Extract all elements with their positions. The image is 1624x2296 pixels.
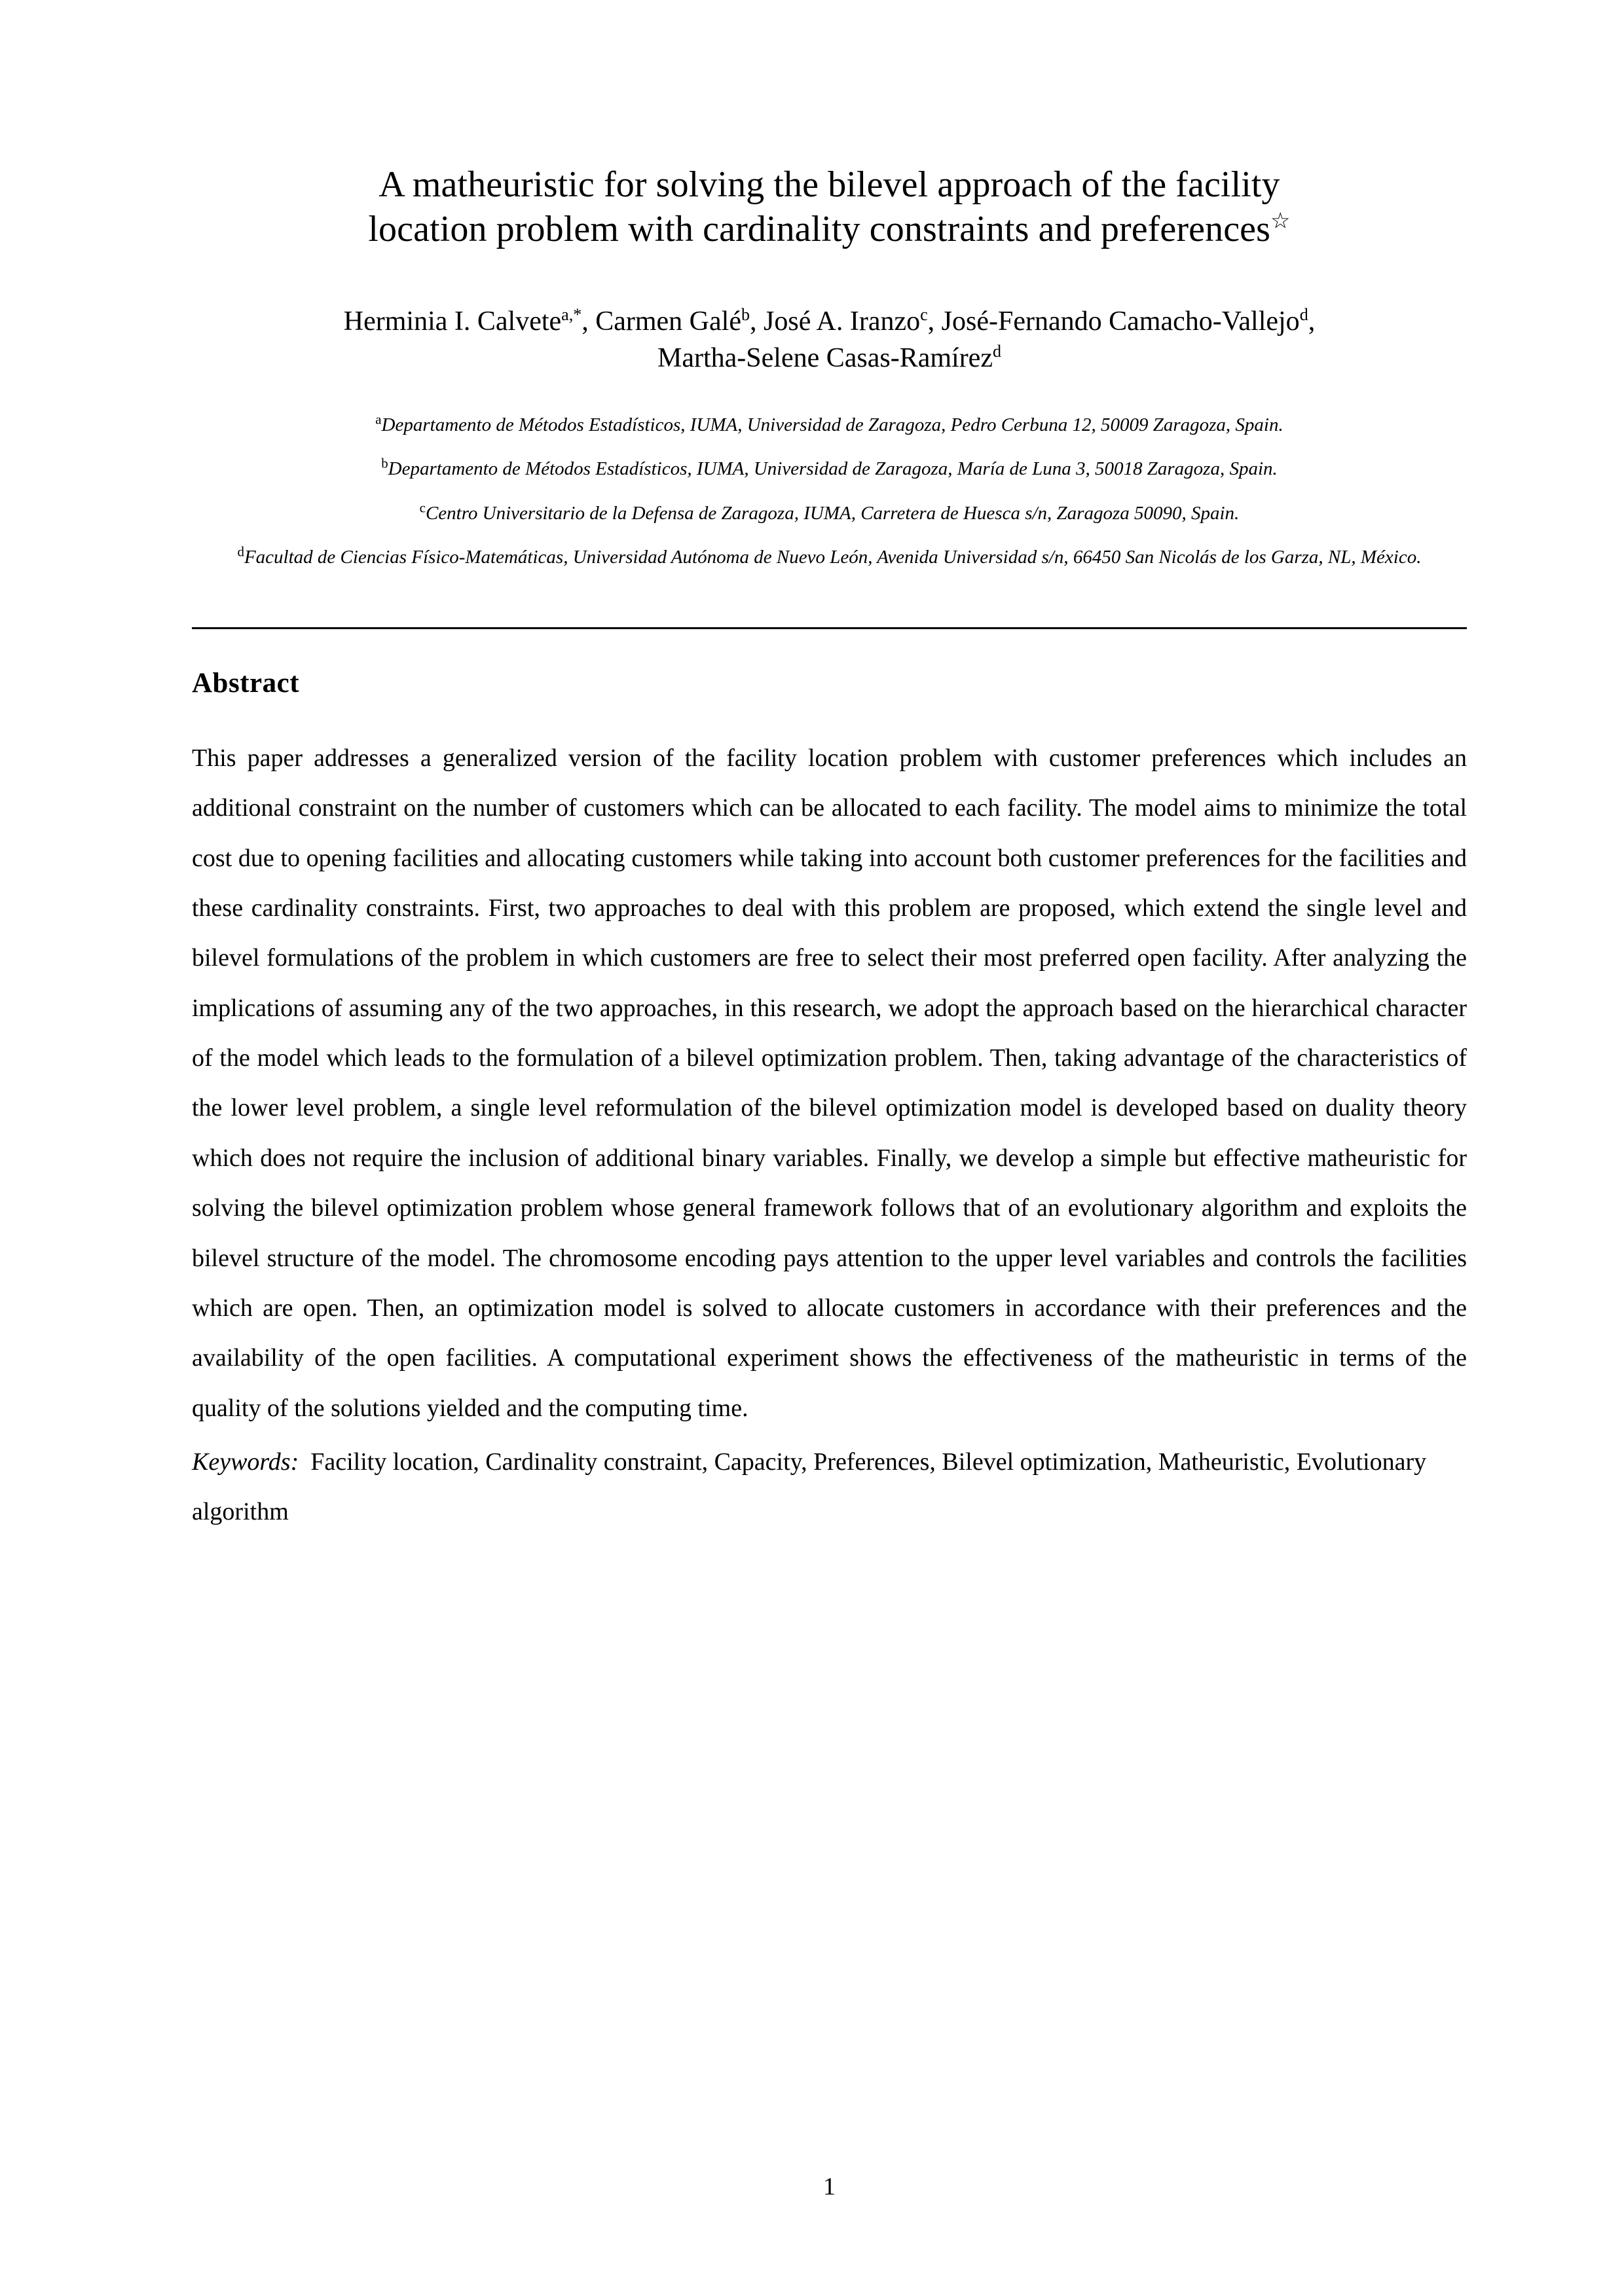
author-separator-3: , José-Fernando Camacho-Vallejo [927,306,1300,337]
author-iranzo-affiliation-marker: c [920,304,928,324]
author-calvete: Herminia I. Calvete [343,306,562,337]
page-number: 1 [823,2173,836,2200]
page-title [192,162,1467,252]
author-gale-affiliation-marker: b [741,304,750,324]
affiliation-d-marker: d [237,543,244,560]
author-separator-1: , Carmen Galé [581,306,741,337]
affiliation-a-text: Departamento de Métodos Estadísticos, IUMA, Universidad de Zaragoza, Pedro Cerbuna 12, 50009 Zaragoza, Spain. [381,414,1283,436]
author-casas-ramirez: Martha-Selene Casas-Ramírez [657,342,993,373]
keywords [192,1437,1467,1537]
affiliation-c-text: Centro Universitario de la Defensa de Zaragoza, IUMA, Carretera de Huesca s/n, Zaragoza 50090, Spain. [425,502,1240,524]
abstract-divider [192,627,1467,629]
paper-page [192,0,1467,2296]
author-calvete-affiliation-marker: a,* [561,304,582,324]
author-separator-2: , José A. Iranzo [750,306,921,337]
author-separator-4: , [1308,306,1316,337]
author-list [192,303,1467,377]
title-footnote-star-icon: ☆ [1270,209,1291,234]
abstract-heading: Abstract [192,667,300,699]
author-camacho-affiliation-marker: d [1299,304,1308,324]
affiliation-a-marker: a [375,411,382,428]
keywords-label: Keywords: [192,1448,299,1476]
affiliation-d-text: Facultad de Ciencias Físico-Matemáticas, Universidad Autónoma de Nuevo León, Avenida Universidad s/n, 66450 San Nicolás de los Garza, NL, México. [244,546,1422,568]
affiliation-a [253,412,1406,439]
title-line-2: location problem with cardinality constraints and preferences [368,209,1270,250]
abstract-body: This paper addresses a generalized version of the facility location problem with customer preferences which includes an additional constraint on the number of customers which can be allocated to each facility. The model aims to minimize the total cost due to opening facilities and allocating customers while taking into account both customer preferences for the facilities and these cardinality constraints. First, two approaches to deal with this problem are proposed, which extend the single level and bilevel formulations of the problem in which customers are free to select their most preferred open facility. After analyzing the implications of assuming any of the two approaches, in this research, we adopt the approach based on the hierarchical character of the model which leads to the formulation of a bilevel optimization problem. Then, taking advantage of the characteristics of the lower level problem, a single level reformulation of the bilevel optimization model is developed based on duality theory which does not require the inclusion of additional binary variables. Finally, we develop a simple but effective matheuristic for solving the bilevel optimization problem whose general framework follows that of an evolutionary algorithm and exploits the bilevel structure of the model. The chromosome encoding pays attention to the upper level variables and controls the facilities which are open. Then, an optimization model is solved to allocate customers in accordance with their preferences and the availability of the open facilities. A computational experiment shows the effectiveness of the matheuristic in terms of the quality of the solutions yielded and the computing time. [192,744,1467,1422]
affiliation-b-marker: b [381,455,388,471]
affiliation-b-text: Departamento de Métodos Estadísticos, IUMA, Universidad de Zaragoza, María de Luna 3, 50018 Zaragoza, Spain. [388,458,1278,480]
keywords-text: Facility location, Cardinality constraint, Capacity, Preferences, Bilevel optimization, Matheuristic, Evolutionary algorithm [192,1448,1427,1526]
affiliation-list [192,412,1467,571]
affiliation-d [192,544,1467,571]
author-casas-affiliation-marker: d [992,341,1001,361]
affiliation-b [253,456,1406,483]
affiliation-c [192,500,1467,527]
title-line-1: A matheuristic for solving the bilevel approach of the facility [378,164,1280,205]
affiliation-c-marker: c [419,499,426,515]
